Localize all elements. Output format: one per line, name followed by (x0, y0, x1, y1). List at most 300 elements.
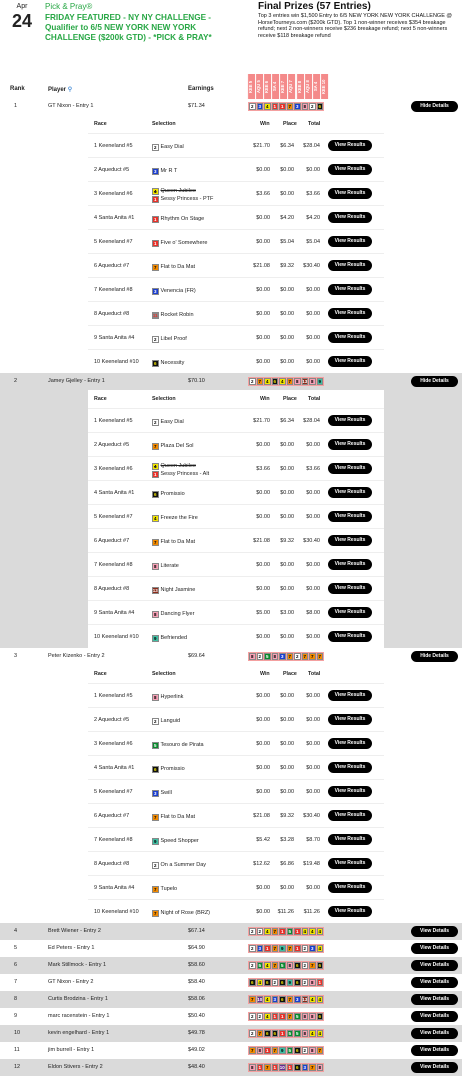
horse-name: Rocket Robin (160, 312, 194, 318)
detail-row (88, 899, 384, 923)
selection-line (152, 562, 179, 570)
place-cell: $5.04 (280, 239, 294, 245)
selection-line (152, 335, 187, 343)
horse-name: Freeze the Fire (160, 515, 198, 521)
horse-number-badge: 1 (265, 946, 269, 951)
win-cell: $21.08 (253, 813, 270, 819)
view-details-button[interactable]: View Details (411, 926, 458, 937)
selection-cell (152, 163, 177, 175)
horse-number-badge: 2 (303, 980, 306, 985)
horse-number-badge: 6 (250, 980, 254, 985)
horse-number-badge: 7 (250, 1048, 254, 1053)
horse-number-badge: 3 (258, 946, 261, 951)
table-row (0, 373, 462, 390)
detail-row (88, 552, 384, 576)
race-col-header: KEE 10 (320, 74, 328, 99)
detail-total-header: Total (308, 121, 321, 127)
detail-row (88, 707, 384, 731)
player-name[interactable]: Mark Stillmock - Entry 1 (48, 962, 107, 968)
selection-line (152, 909, 210, 917)
win-cell: $0.00 (256, 634, 270, 640)
horse-number-badge: 7 (258, 379, 261, 384)
win-cell: $0.00 (256, 359, 270, 365)
horse-number-badge: 7 (310, 654, 314, 659)
selection-cell (152, 283, 196, 295)
horse-number-badge: 7 (250, 997, 254, 1002)
picks-strip (248, 1046, 324, 1055)
place-cell: $0.00 (280, 634, 294, 640)
horse-number-badge: 6 (153, 360, 157, 366)
horse-name: Flat to Da Mat (160, 539, 196, 545)
horse-number-badge: 4 (265, 104, 269, 109)
horse-number-badge: 8 (310, 379, 314, 384)
view-details-button[interactable]: View Details (411, 977, 458, 988)
view-details-button[interactable]: View Details (411, 1028, 458, 1039)
horse-number-badge: 4 (153, 188, 157, 194)
detail-win-header: Win (260, 396, 270, 402)
total-cell: $11.26 (303, 909, 320, 915)
view-results-button[interactable]: View Results (328, 906, 372, 917)
player-name[interactable]: jim burrell - Entry 1 (48, 1047, 95, 1053)
horse-name: Five o' Somewhere (160, 240, 208, 246)
horse-number-badge: 8 (153, 611, 157, 617)
view-results-button[interactable]: View Results (328, 738, 372, 749)
view-results-button[interactable]: View Results (328, 140, 372, 151)
selection-line (152, 538, 195, 546)
view-results-button[interactable]: View Results (328, 714, 372, 725)
player-name[interactable]: GT Nixon - Entry 2 (48, 979, 94, 985)
race-name: 2 Aqueduct #5 (94, 717, 130, 723)
selection-cell (152, 235, 207, 247)
selection-line (152, 263, 195, 271)
horse-number-badge: 6 (295, 980, 299, 985)
horse-number-badge: 7 (310, 963, 314, 968)
horse-number-badge: 1 (153, 240, 157, 246)
view-details-button[interactable]: View Details (411, 1045, 458, 1056)
horse-number-badge: 5 (288, 929, 291, 934)
race-name: 2 Aqueduct #5 (94, 167, 130, 173)
horse-number-badge: 6 (318, 1014, 321, 1019)
horse-number-badge: 6 (295, 963, 299, 968)
horse-number-badge: 2 (303, 946, 306, 951)
horse-number-badge: 8 (153, 694, 157, 700)
race-name: 2 Aqueduct #5 (94, 442, 130, 448)
rank-cell: 8 (14, 996, 18, 1002)
win-cell: $21.08 (253, 263, 270, 269)
horse-name: Plaza Del Sol (160, 443, 194, 449)
view-results-button[interactable]: View Results (328, 762, 372, 773)
win-cell: $0.00 (256, 335, 270, 341)
horse-name: Necessity (160, 360, 185, 366)
detail-row (88, 851, 384, 875)
view-results-button[interactable]: View Results (328, 356, 372, 367)
detail-win-header: Win (260, 671, 270, 677)
detail-selection-header: Selection (152, 396, 176, 402)
view-details-button[interactable]: View Details (411, 1062, 458, 1073)
detail-race-header: Race (94, 121, 107, 127)
race-col-header: KEE 6 (263, 74, 271, 99)
selection-cell (152, 414, 184, 426)
player-name[interactable]: Jamey Gjelley - Entry 1 (48, 378, 105, 384)
picks-strip (248, 652, 324, 661)
total-cell: $0.00 (306, 789, 320, 795)
race-col-header: KEE 5 (247, 74, 255, 99)
horse-name: Mr R T (160, 168, 178, 174)
total-cell: $0.00 (306, 442, 320, 448)
horse-number-badge: 4 (318, 997, 321, 1002)
win-cell: $3.66 (256, 191, 270, 197)
race-name: 9 Santa Anita #4 (94, 885, 135, 891)
place-cell: $6.34 (280, 143, 294, 149)
total-cell: $8.00 (306, 610, 320, 616)
table-row (0, 648, 462, 665)
horse-number-badge: 7 (288, 104, 291, 109)
horse-number-badge: 8 (303, 1014, 306, 1019)
win-cell: $0.00 (256, 215, 270, 221)
view-details-button[interactable]: View Details (411, 1011, 458, 1022)
detail-row (88, 205, 384, 229)
place-cell: $0.00 (280, 789, 294, 795)
race-name: 7 Keeneland #8 (94, 287, 133, 293)
detail-row (88, 325, 384, 349)
date-month: Apr (16, 3, 28, 10)
view-results-button[interactable]: View Results (328, 786, 372, 797)
contest-title: FRIDAY FEATURED - NY NY CHALLENGE - Qualifier to 6/5 NEW YORK NEW YORK CHALLENGE ($200k GTD) - *PICK & PRAY* (45, 13, 212, 42)
place-cell: $0.00 (280, 514, 294, 520)
horse-number-badge: 10 (279, 1065, 285, 1070)
table-row (0, 1042, 462, 1059)
view-results-button[interactable]: View Results (328, 535, 372, 546)
horse-number-badge: 9 (153, 838, 157, 844)
horse-name: On a Summer Day (160, 862, 207, 868)
view-details-button[interactable]: View Details (411, 994, 458, 1005)
horse-number-badge: 8 (250, 1065, 254, 1070)
horse-number-badge: 2 (250, 929, 254, 934)
picks-strip (248, 1029, 324, 1038)
total-cell: $0.00 (306, 311, 320, 317)
horse-number-badge: 2 (258, 1014, 261, 1019)
horse-name: Flat to Da Mat (160, 814, 196, 820)
place-cell: $0.00 (280, 586, 294, 592)
selection-cell (152, 785, 172, 797)
horse-number-badge: 7 (153, 264, 157, 270)
picks-strip (248, 377, 324, 386)
horse-number-badge: 1 (295, 929, 299, 934)
view-results-button[interactable]: View Results (328, 487, 372, 498)
race-name: 3 Keeneland #6 (94, 191, 133, 197)
view-results-button[interactable]: View Results (328, 607, 372, 618)
total-cell: $0.00 (306, 717, 320, 723)
horse-name: Sessy Princess - PTF (160, 196, 214, 202)
horse-number-badge: 3 (310, 946, 314, 951)
horse-number-badge: 7 (153, 539, 157, 545)
view-results-button[interactable]: View Results (328, 260, 372, 271)
horse-number-badge: 4 (310, 929, 314, 934)
horse-number-badge: 8 (310, 1014, 314, 1019)
horse-number-badge: 4 (153, 515, 157, 521)
place-cell: $0.00 (280, 741, 294, 747)
horse-number-badge: 4 (265, 997, 269, 1002)
win-cell: $0.00 (256, 909, 270, 915)
selection-cell (152, 307, 194, 319)
view-results-button[interactable]: View Results (328, 188, 372, 199)
player-header[interactable] (48, 86, 72, 93)
race-col-header: KEE 8 (296, 74, 304, 99)
view-results-button[interactable]: View Results (328, 631, 372, 642)
selection-cell (152, 211, 204, 223)
win-cell: $0.00 (256, 741, 270, 747)
picks-strip (248, 102, 324, 111)
selection-line (152, 693, 183, 701)
horse-number-badge: 5 (295, 1031, 299, 1036)
selection-line (152, 311, 194, 319)
horse-number-badge: 7 (288, 1014, 291, 1019)
view-results-button[interactable]: View Results (328, 164, 372, 175)
win-cell: $21.08 (253, 538, 270, 544)
total-cell: $0.00 (306, 490, 320, 496)
detail-row (88, 624, 384, 648)
horse-number-badge: 6 (318, 963, 321, 968)
horse-name: Tesouro de Pirata (160, 742, 204, 748)
rank-header: Rank (10, 86, 25, 92)
detail-row (88, 683, 384, 707)
hide-details-button[interactable]: Hide Details (411, 376, 458, 387)
horse-number-badge: 2 (258, 654, 261, 659)
detail-row (88, 432, 384, 456)
win-cell: $0.00 (256, 693, 270, 699)
horse-number-badge: 1 (273, 104, 276, 109)
picks-strip (248, 1012, 324, 1021)
horse-number-badge: 6 (280, 997, 284, 1002)
total-cell: $30.40 (303, 263, 320, 269)
hide-details-button[interactable]: Hide Details (411, 651, 458, 662)
view-results-button[interactable]: View Results (328, 882, 372, 893)
horse-number-badge: 7 (288, 946, 291, 951)
horse-number-badge: 7 (265, 1065, 269, 1070)
win-cell: $21.70 (253, 143, 270, 149)
view-results-button[interactable]: View Results (328, 284, 372, 295)
hide-details-button[interactable]: Hide Details (411, 101, 458, 112)
selection-line (152, 470, 209, 478)
win-cell: $12.62 (253, 861, 270, 867)
view-results-button[interactable]: View Results (328, 439, 372, 450)
view-results-button[interactable]: View Results (328, 236, 372, 247)
horse-name: Sessy Princess - Alt (160, 471, 210, 477)
place-cell: $0.00 (280, 191, 294, 197)
detail-row (88, 480, 384, 504)
horse-number-badge: 1 (280, 1014, 284, 1019)
total-cell: $5.04 (306, 239, 320, 245)
horse-number-badge: 8 (258, 1048, 261, 1053)
player-name[interactable]: Ed Peters - Entry 1 (48, 945, 95, 951)
horse-name: Hyperlink (160, 694, 184, 700)
horse-number-badge: 7 (273, 1048, 276, 1053)
race-name: 3 Keeneland #6 (94, 466, 133, 472)
horse-number-badge: 1 (265, 1048, 269, 1053)
prizes-title: Final Prizes (57 Entries) (258, 1, 371, 12)
horse-number-badge: 13 (302, 997, 308, 1002)
selection-cell (152, 713, 180, 725)
place-cell: $3.28 (280, 837, 294, 843)
player-name[interactable]: Peter Kizenko - Entry 2 (48, 653, 105, 659)
total-cell: $0.00 (306, 693, 320, 699)
page-header (0, 0, 462, 78)
player-name[interactable]: kevin engelhard - Entry 1 (48, 1030, 110, 1036)
view-results-button[interactable]: View Results (328, 834, 372, 845)
player-name[interactable]: marc racenstein - Entry 1 (48, 1013, 110, 1019)
selection-cell (152, 606, 194, 618)
detail-race-header: Race (94, 396, 107, 402)
place-cell: $0.00 (280, 167, 294, 173)
horse-number-badge: 3 (153, 288, 157, 294)
picks-strip (248, 1063, 324, 1072)
place-cell: $6.86 (280, 861, 294, 867)
horse-number-badge: 7 (153, 910, 157, 916)
horse-number-badge: 10 (257, 997, 263, 1002)
selection-cell (152, 139, 184, 151)
win-cell: $0.00 (256, 514, 270, 520)
win-cell: $0.00 (256, 239, 270, 245)
rank-cell: 7 (14, 979, 18, 985)
horse-number-badge: 4 (265, 379, 269, 384)
details-panel (88, 115, 384, 373)
win-cell: $0.00 (256, 442, 270, 448)
horse-number-badge: 2 (250, 379, 254, 384)
total-cell: $0.00 (306, 167, 320, 173)
detail-total-header: Total (308, 671, 321, 677)
win-cell: $21.70 (253, 418, 270, 424)
detail-row (88, 779, 384, 803)
view-details-button[interactable]: View Details (411, 943, 458, 954)
selection-line (152, 442, 194, 450)
rank-cell: 9 (14, 1013, 18, 1019)
horse-number-badge: 4 (258, 980, 261, 985)
selection-cell (152, 833, 199, 845)
detail-row (88, 229, 384, 253)
horse-name: Queen Jubilee (160, 188, 196, 194)
view-results-button[interactable]: View Results (328, 308, 372, 319)
race-name: 7 Keeneland #8 (94, 562, 133, 568)
horse-number-badge: 7 (318, 654, 321, 659)
view-results-button[interactable]: View Results (328, 583, 372, 594)
earnings-cell: $58.40 (188, 979, 205, 985)
table-row (0, 1059, 462, 1076)
detail-selection-header: Selection (152, 121, 176, 127)
race-name: 8 Aqueduct #8 (94, 311, 130, 317)
selection-line (152, 215, 204, 223)
total-cell: $0.00 (306, 359, 320, 365)
selection-line (152, 195, 213, 203)
selection-cell (152, 809, 195, 821)
horse-number-badge: 8 (310, 980, 314, 985)
horse-number-badge: 6 (280, 980, 284, 985)
detail-row (88, 301, 384, 325)
view-results-button[interactable]: View Results (328, 415, 372, 426)
selection-cell (152, 259, 195, 271)
selection-cell (152, 737, 204, 749)
selection-cell (152, 438, 194, 450)
rank-cell: 3 (14, 653, 18, 659)
detail-row (88, 133, 384, 157)
table-row (0, 991, 462, 1008)
horse-number-badge: 8 (288, 963, 291, 968)
race-name: 9 Santa Anita #4 (94, 610, 135, 616)
earnings-cell: $48.40 (188, 1064, 205, 1070)
search-icon[interactable]: ⚲ (67, 87, 73, 93)
horse-number-badge: 6 (318, 104, 321, 109)
earnings-cell: $49.78 (188, 1030, 205, 1036)
horse-number-badge: 6 (273, 379, 276, 384)
horse-number-badge: 7 (288, 997, 291, 1002)
total-cell: $0.00 (306, 741, 320, 747)
win-cell: $0.00 (256, 765, 270, 771)
total-cell: $3.66 (306, 191, 320, 197)
horse-name: Speed Shopper (160, 838, 199, 844)
selection-line (152, 287, 196, 295)
view-results-button[interactable]: View Results (328, 212, 372, 223)
view-results-button[interactable]: View Results (328, 332, 372, 343)
rank-cell: 5 (14, 945, 18, 951)
horse-number-badge: 1 (280, 1031, 284, 1036)
view-details-button[interactable]: View Details (411, 960, 458, 971)
player-name[interactable]: Curtis Brodzina - Entry 1 (48, 996, 108, 1002)
detail-row (88, 504, 384, 528)
horse-number-badge: 4 (303, 929, 306, 934)
race-name: 8 Aqueduct #8 (94, 586, 130, 592)
details-panel (88, 390, 384, 648)
place-cell: $0.00 (280, 717, 294, 723)
view-results-button[interactable]: View Results (328, 511, 372, 522)
view-results-button[interactable]: View Results (328, 559, 372, 570)
view-results-button[interactable]: View Results (328, 858, 372, 869)
race-name: 6 Aqueduct #7 (94, 813, 130, 819)
total-cell: $30.40 (303, 538, 320, 544)
race-name: 10 Keeneland #10 (94, 634, 139, 640)
rank-cell: 4 (14, 928, 18, 934)
player-name[interactable]: Brett Wiener - Entry 2 (48, 928, 101, 934)
table-row (0, 923, 462, 940)
place-cell: $0.00 (280, 442, 294, 448)
place-cell: $9.32 (280, 813, 294, 819)
horse-number-badge: 2 (273, 980, 276, 985)
player-name[interactable]: Eldon Stivers - Entry 2 (48, 1064, 103, 1070)
view-results-button[interactable]: View Results (328, 810, 372, 821)
selection-cell (152, 881, 177, 893)
horse-number-badge: 1 (273, 1014, 276, 1019)
horse-number-badge: 2 (258, 929, 261, 934)
horse-number-badge: 3 (153, 790, 157, 796)
detail-selection-header: Selection (152, 671, 176, 677)
detail-row (88, 181, 384, 205)
detail-row (88, 349, 384, 373)
view-results-button[interactable]: View Results (328, 463, 372, 474)
place-cell: $0.00 (280, 693, 294, 699)
view-results-button[interactable]: View Results (328, 690, 372, 701)
player-name[interactable]: GT Nixon - Entry 1 (48, 103, 94, 109)
rank-cell: 6 (14, 962, 18, 968)
win-cell: $0.00 (256, 586, 270, 592)
horse-name: Promissio (160, 766, 185, 772)
horse-number-badge: 9 (288, 980, 291, 985)
horse-number-badge: 1 (280, 929, 284, 934)
horse-number-badge: 2 (250, 104, 254, 109)
horse-number-badge: 8 (310, 1048, 314, 1053)
selection-line (152, 239, 207, 247)
race-name: 7 Keeneland #8 (94, 837, 133, 843)
horse-number-badge: 2 (250, 946, 254, 951)
win-cell: $3.66 (256, 466, 270, 472)
horse-number-badge: 5 (280, 963, 284, 968)
